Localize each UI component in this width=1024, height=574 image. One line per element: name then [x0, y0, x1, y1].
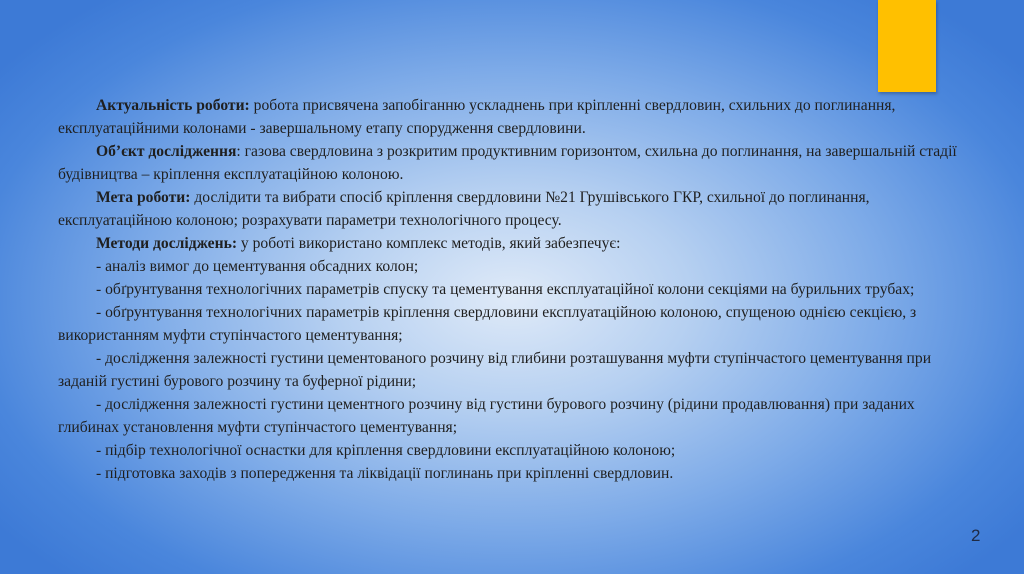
method-item-6: - підбір технологічної оснастки для кріплення свердловини експлуатаційною колоною;: [96, 442, 676, 459]
methods-label: Методи досліджень:: [96, 235, 238, 252]
page-number: 2: [971, 526, 981, 545]
paragraph-object: [58, 140, 966, 186]
method-item-7: - підготовка заходів з попередження та ліквідації поглинань при кріпленні свердловин.: [96, 465, 674, 482]
object-label: Об’єкт дослідження: [96, 143, 237, 160]
goal-text: дослідити та вибрати спосіб кріплення свердловини №21 Грушівського ГКР, схильної до поглинання, експлуатаційною колоною; розрахувати параметри технологічного процесу.: [58, 189, 870, 229]
goal-label: Мета роботи:: [96, 189, 191, 206]
method-item-4: - дослідження залежності густини цементованого розчину від глибини розташування муфти ступінчастого цементування при заданій густині бурового розчину та буферної рідини;: [58, 350, 932, 390]
relevance-label: Актуальність роботи:: [96, 97, 250, 114]
slide-content: [58, 94, 966, 485]
paragraph-relevance: [58, 94, 966, 140]
methods-text: у роботі використано комплекс методів, який забезпечує:: [237, 235, 621, 252]
paragraph-methods: [58, 232, 966, 255]
method-item-1: - аналіз вимог до цементування обсадних колон;: [96, 258, 419, 275]
paragraph-goal: [58, 186, 966, 232]
relevance-text: робота присвячена запобіганню ускладнень при кріпленні свердловин, схильних до поглинання, експлуатаційними колонами - завершальному етапу спорудження свердловини.: [58, 97, 896, 137]
object-text: : газова свердловина з розкритим продуктивним горизонтом, схильна до поглинання, на завершальній стадії будівництва – кріплення експлуатаційною колоною.: [58, 143, 957, 183]
method-item-5: - дослідження залежності густини цементного розчину від густини бурового розчину (рідини продавлювання) при заданих глибинах установлення муфти ступінчастого цементування;: [58, 396, 915, 436]
method-item-3: - обґрунтування технологічних параметрів кріплення свердловини експлуатаційною колоною, спущеною однією секцією, з використанням муфти ступінчастого цементування;: [58, 304, 917, 344]
method-item-2: - обґрунтування технологічних параметрів спуску та цементування експлуатаційної колони секціями на бурильних трубах;: [96, 281, 915, 298]
accent-bar: [878, 0, 936, 92]
